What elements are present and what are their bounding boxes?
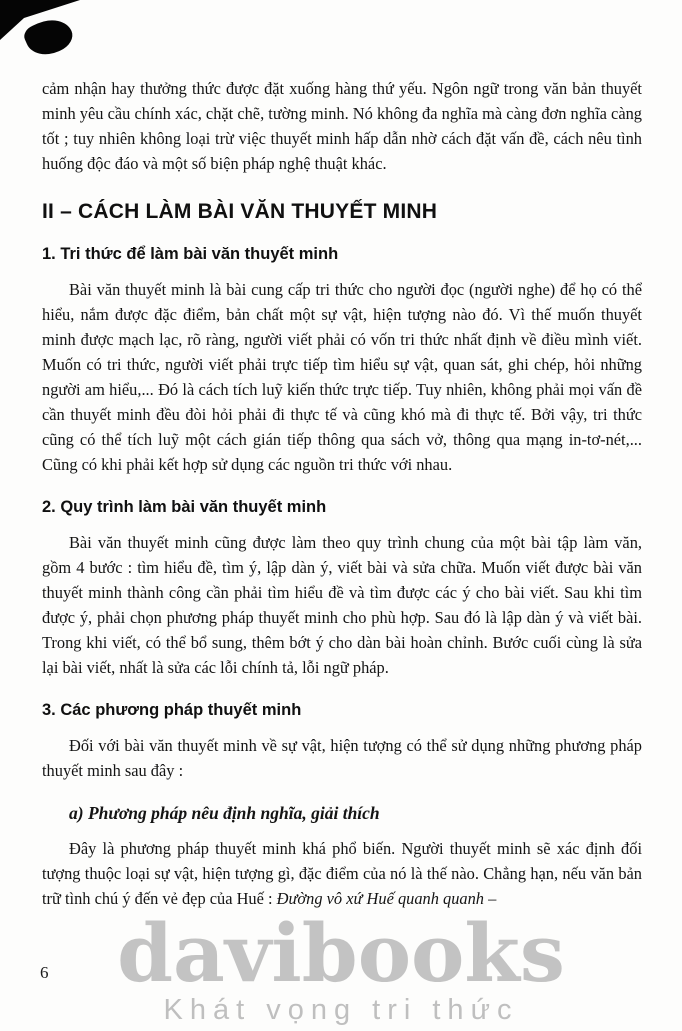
- page-number: 6: [40, 963, 49, 982]
- subheading-1: 1. Tri thức để làm bài văn thuyết minh: [42, 245, 339, 263]
- method-a-heading: a) Phương pháp nêu định nghĩa, giải thích: [69, 803, 380, 823]
- intro-paragraph: cảm nhận hay thưởng thức được đặt xuống hàng thứ yếu. Ngôn ngữ trong văn bản thuyết minh yêu cầu chính xác, chặt chẽ, tường minh. Nó không đa nghĩa mà càng đơn nghĩa càng tốt ; tuy nhiên không loại trừ việc thuyết minh hấp dẫn nhờ cách đặt vấn đề, cách nêu tình huống độc đáo và một số biện pháp nghệ thuật khác.: [42, 79, 642, 173]
- section-heading: II – CÁCH LÀM BÀI VĂN THUYẾT MINH: [42, 200, 438, 223]
- watermark-slogan: Khát vọng tri thức: [163, 994, 519, 1026]
- method-a-paragraph: [42, 836, 642, 911]
- subheading-3: 3. Các phương pháp thuyết minh: [42, 701, 302, 719]
- watermark-brand: davibooks: [117, 906, 565, 1000]
- method-a-quote: Đường vô xứ Huế quanh quanh –: [276, 889, 497, 908]
- subsection-3-intro-paragraph: Đối với bài văn thuyết minh về sự vật, hiện tượng có thể sử dụng những phương pháp thuyết minh sau đây :: [42, 736, 642, 780]
- method-a-text: Đây là phương pháp thuyết minh khá phổ biến. Người thuyết minh sẽ xác định đối tượng thuộc loại sự vật, hiện tượng gì, đặc điểm của nó là thế nào. Chẳng hạn, nếu văn bản trữ tình chú ý đến vẻ đẹp của Huế :: [42, 839, 642, 908]
- subsection-1-paragraph: Bài văn thuyết minh là bài cung cấp tri thức cho người đọc (người nghe) để họ có thể hiểu, nắm được đặc điểm, bản chất một sự vật, hiện tượng nào đó. Vì thế muốn thuyết minh được mạch lạc, rõ ràng, người viết phải có vốn tri thức nhất định về điều mình viết. Muốn có tri thức, người viết phải trực tiếp tìm hiểu sự vật, quan sát, ghi chép, hỏi những người am hiểu,... Đó là cách tích luỹ kiến thức trực tiếp. Tuy nhiên, không phải mọi vấn đề cần thuyết minh đều đòi hỏi phải đi thực tế và cũng khó mà đi thực tế. Bởi vậy, tri thức cũng có thể tích luỹ một cách gián tiếp thông qua sách vở, thông qua mạng in-tơ-nét,... Cũng có khi phải kết hợp sử dụng các nguồn tri thức với nhau.: [42, 280, 642, 474]
- subsection-2-paragraph: Bài văn thuyết minh cũng được làm theo quy trình chung của một bài tập làm văn, gồm 4 bước : tìm hiểu đề, tìm ý, lập dàn ý, viết bài và sửa chữa. Muốn viết được bài văn thuyết minh thành công cần phải tìm hiểu đề và tìm được các ý cho bài viết. Sau khi tìm được ý, phải chọn phương pháp thuyết minh cho phù hợp. Sau đó là lập dàn ý và viết bài. Trong khi viết, có thể bổ sung, thêm bớt ý cho dàn bài hoàn chỉnh. Bước cuối cùng là sửa lại bài viết, nhất là sửa các lỗi chính tả, lỗi ngữ pháp.: [42, 533, 642, 677]
- subheading-2: 2. Quy trình làm bài văn thuyết minh: [42, 498, 327, 516]
